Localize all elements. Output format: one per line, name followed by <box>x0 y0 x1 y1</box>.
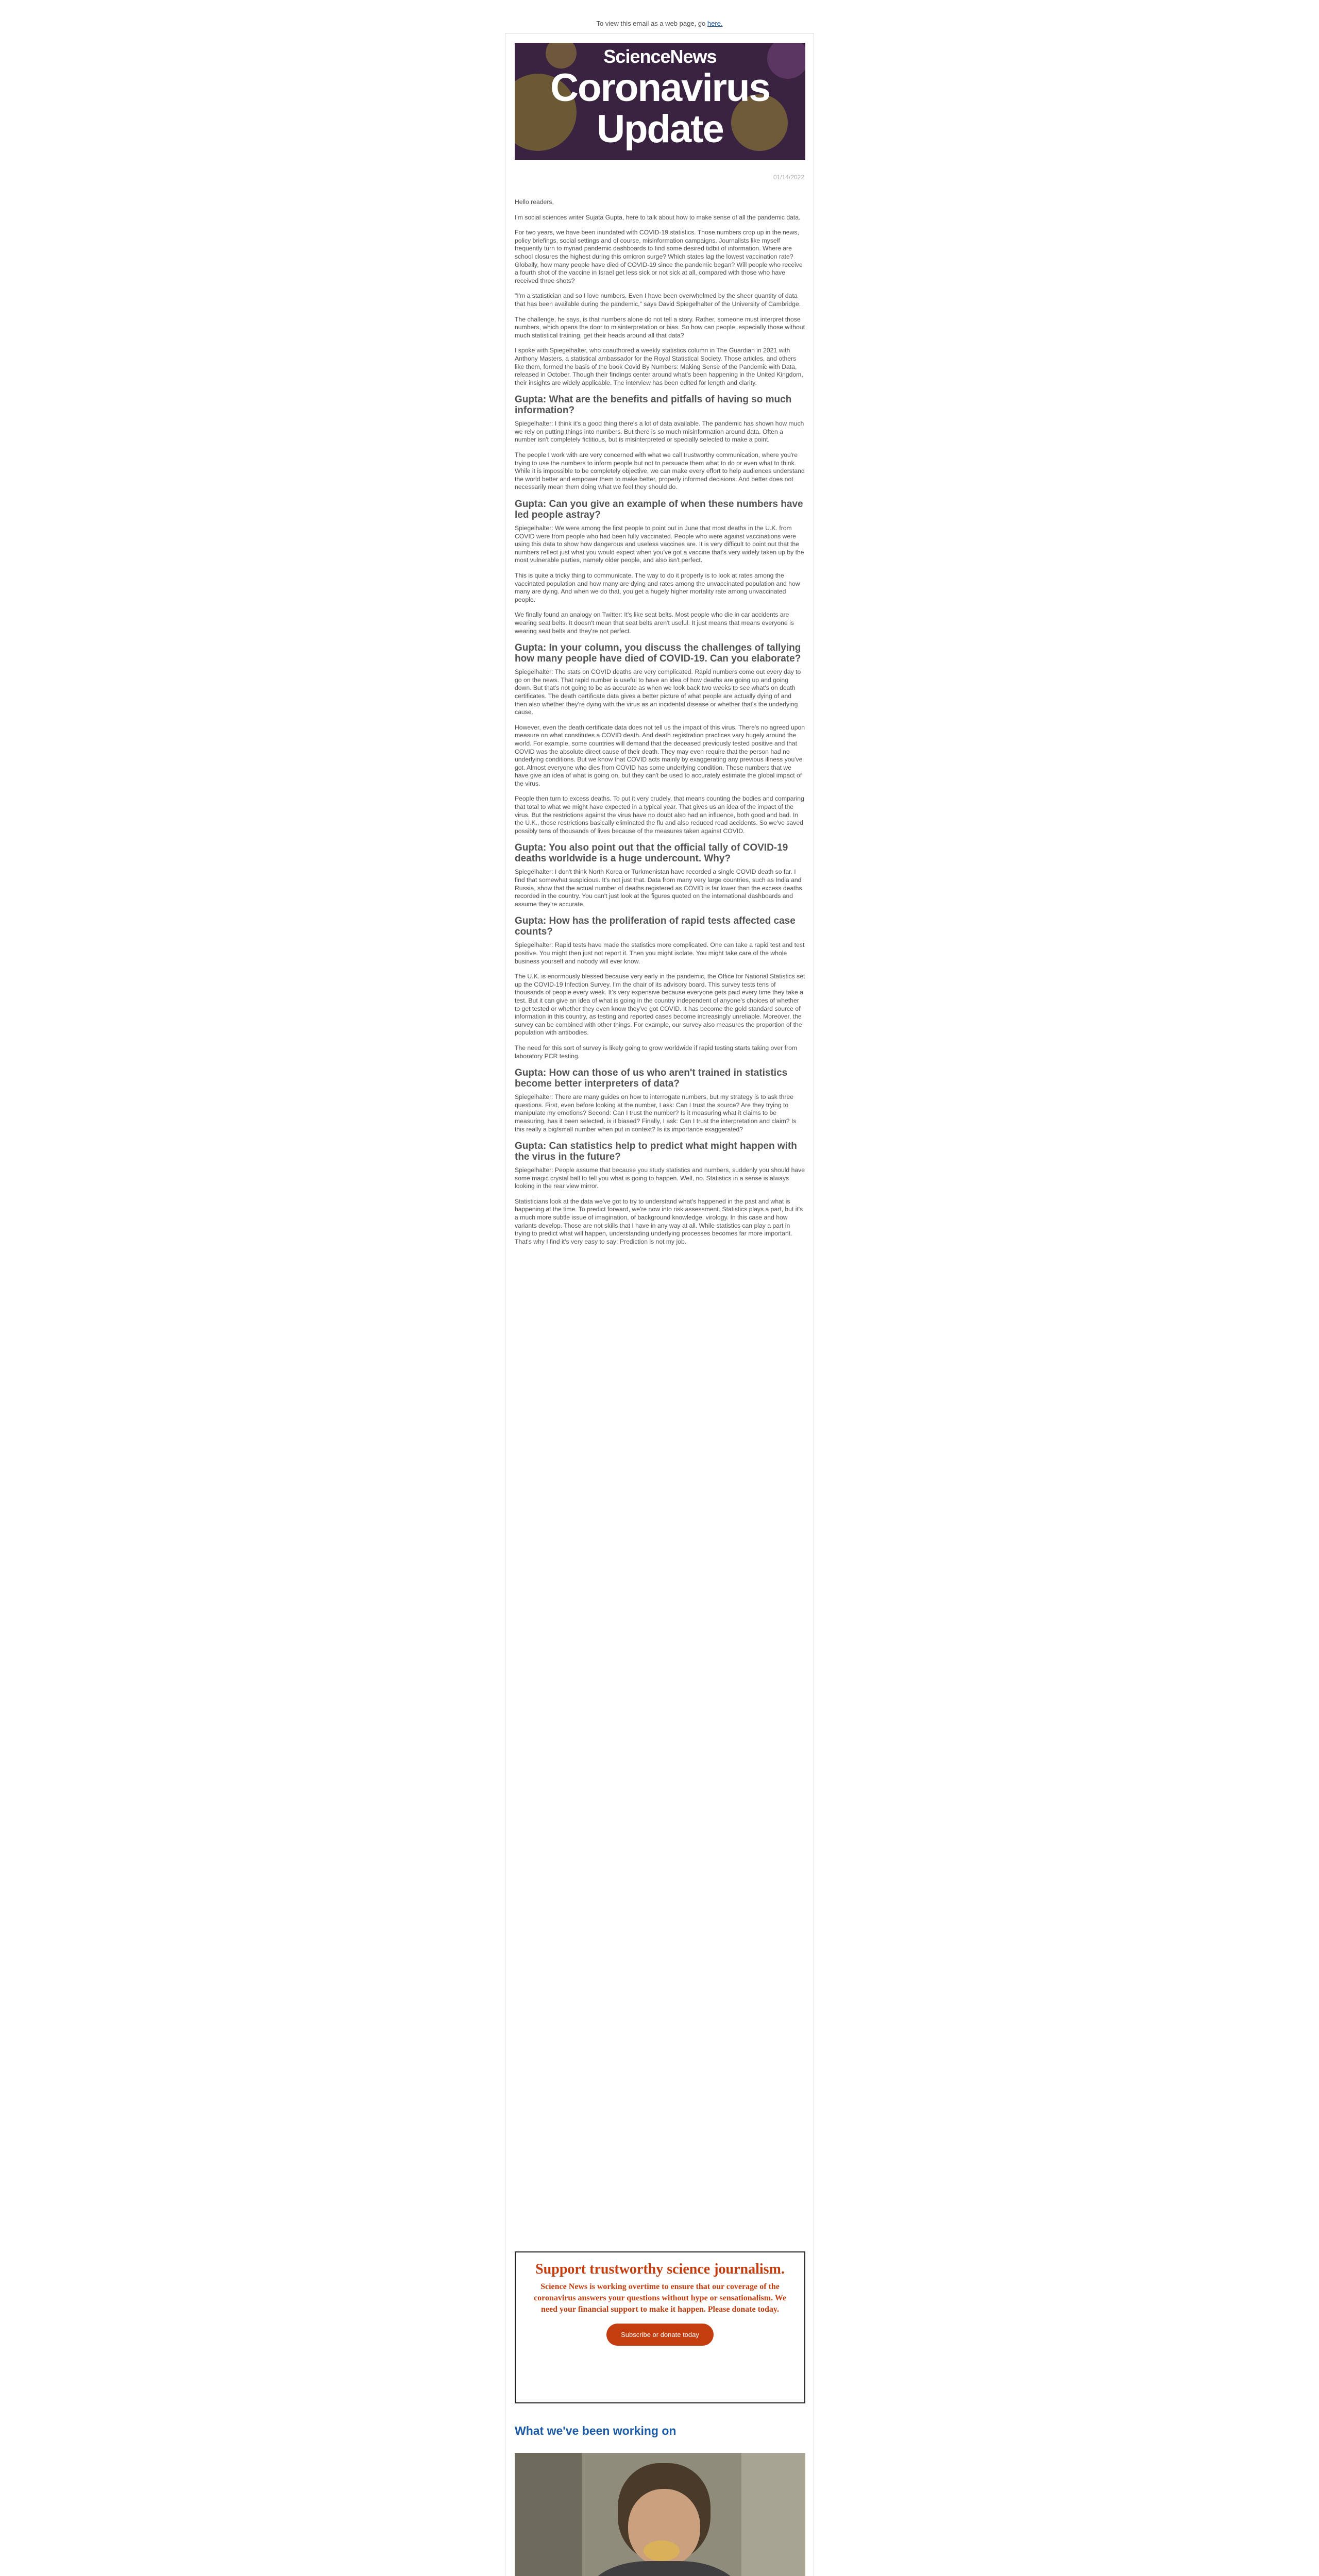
answer-paragraph: We finally found an analogy on Twitter: It's like seat belts. Most people who die in car accidents are wearing seat belts. It doesn't mean that seat belts aren't useful. It just means that means everyone is wearing seat belts and they're not perfect. <box>515 611 794 635</box>
article-body <box>515 198 805 1253</box>
question-heading: Gupta: Can you give an example of when these numbers have led people astray? <box>515 499 803 521</box>
support-box <box>515 2251 805 2403</box>
banner-title-line2: Update <box>597 107 723 151</box>
newsletter-card <box>505 33 814 2576</box>
intro-p4: The challenge, he says, is that numbers alone do not tell a story. Rather, someone must interpret those numbers, which opens the door to misinterpretation or bias. So how can people, especially those without much statistical training, get their heads around all that data? <box>515 315 805 339</box>
donate-button[interactable]: Subscribe or donate today <box>606 2324 714 2346</box>
support-text: Science News is working overtime to ensure that our coverage of the coronavirus answers your questions without hype or sensationalism. We need your financial support to make it happen. Please donate today. <box>534 2282 786 2314</box>
question-heading: Gupta: Can statistics help to predict what might happen with the virus in the future? <box>515 1141 797 1163</box>
header-banner <box>515 43 805 160</box>
answer-paragraph: This is quite a tricky thing to communicate. The way to do it properly is to look at rates among the vaccinated population and how many are dying and rates among the unvaccinated population and how many are dying. And when we do that, you get a hugely higher mortality rate among unvaccinated people. <box>515 572 800 603</box>
intro-p3: "I'm a statistician and so I love numbers. Even I have been overwhelmed by the sheer quantity of data that has been available during the pandemic," says David Spiegelhalter of the University of Cambridge. <box>515 292 801 308</box>
working-heading: What we've been working on <box>515 2424 677 2437</box>
question-heading: Gupta: In your column, you discuss the challenges of tallying how many people have died of COVID-19. Can you elaborate? <box>515 642 801 665</box>
support-heading: Support trustworthy science journalism. <box>535 2261 785 2277</box>
intro-p1: I'm social sciences writer Sujata Gupta, here to talk about how to make sense of all the pandemic data. <box>515 213 801 221</box>
answer-paragraph: Spiegelhalter: Rapid tests have made the statistics more complicated. One can take a rapid test and test positive. You might then just not report it. Then you might isolate. You might take care of the whole business yourself and nobody will ever know. <box>515 941 805 965</box>
answer-paragraph: People then turn to excess deaths. To put it very crudely, that means counting the bodies and comparing that total to what we might have expected in a typical year. That gives us an idea of the impact of the virus. But the restrictions against the virus have no doubt also had an influence, both good and bad. In the U.K., those restrictions basically eliminated the flu and also reduced road accidents. So we've saved possibly tens of thousands of lives because of the measures taken against COVID. <box>515 795 804 835</box>
answer-paragraph: Statisticians look at the data we've got to try to understand what's happened in the past and what is happening at the time. To predict forward, we're now into risk assessment. Statistics plays a part, but it's a much more subtle issue of imagination, of background knowledge, virology. In this case and how variants develop. Those are not skills that I have in any way at all. While statistics can play a part in trying to predict what will happen, understanding underlying processes becomes far more important. That's why I find it's very easy to say: Prediction is not my job. <box>515 1197 803 1245</box>
article-photo[interactable] <box>515 2453 805 2576</box>
brand-logo: ScienceNews <box>603 46 717 67</box>
view-web-link[interactable]: here. <box>707 20 723 27</box>
question-heading: Gupta: How can those of us who aren't trained in statistics become better interpreters of data? <box>515 1067 788 1090</box>
answer-paragraph: Spiegelhalter: The stats on COVID deaths are very complicated. Rapid numbers come out every day to go on the news. That rapid number is useful to have an idea of how deaths are going up and going down. But that's not going to be as accurate as when we look back two weeks to see what's on death certificates. The death certificate data gives a better picture of what people are actually dying of and then also whether they're dying with the virus as an incidental disease or whether that's the underlying cause. <box>515 668 801 716</box>
answer-paragraph: However, even the death certificate data does not tell us the impact of this virus. There's no agreed upon measure on what constitutes a COVID death. And death registration practices vary hugely around the world. For example, some countries will demand that the deceased previously tested positive and that COVID was the absolute direct cause of their death. They may even require that the person had no underlying conditions. But we know that COVID acts mainly by exaggerating any previous illness you've got. Almost everyone who dies from COVID has some underlying condition. These numbers that we have give an idea of what is going on, but they can't be used to accurately estimate the global impact of the virus. <box>515 723 805 787</box>
intro-p5: I spoke with Spiegelhalter, who coauthored a weekly statistics column in The Guardian in 2021 with Anthony Masters, a statistical ambassador for the Royal Statistical Society. Those articles, and others like them, formed the basis of the book Covid By Numbers: Making Sense of the Pandemic with Data, released in October. Though their findings center around what's been happening in the United Kingdom, their insights are widely applicable. The interview has been edited for length and clarity. <box>515 347 803 386</box>
answer-paragraph: Spiegelhalter: People assume that because you study statistics and numbers, suddenly you should have some magic crystal ball to tell you what is going to happen. Well, no. Statistics in a sense is always looking in the rear view mirror. <box>515 1166 805 1190</box>
greeting: Hello readers, <box>515 198 554 206</box>
question-heading: Gupta: You also point out that the official tally of COVID-19 deaths worldwide is a huge undercount. Why? <box>515 842 788 865</box>
intro-p2: For two years, we have been inundated with COVID-19 statistics. Those numbers crop up in the news, policy briefings, social settings and of course, misinformation campaigns. Journalists like myself frequently turn to myriad pandemic dashboards to find some desired tidbit of information. Where are school closures the highest during this omicron surge? Which states lag the lowest vaccination rate? Globally, how many people have died of COVID-19 since the pandemic began? Will people who receive a fourth shot of the vaccine in Israel get less sick or not sick at all, compared with those who have received three shots? <box>515 229 803 284</box>
answer-paragraph: Spiegelhalter: There are many guides on how to interrogate numbers, but my strategy is to ask three questions. First, even before looking at the number, I ask: Can I trust the source? Are they trying to manipulate my emotions? Second: Can I trust the number? Is it measuring what it claims to be measuring, has it been selected, is it biased? Finally, I ask: Can I trust the interpretation and claim? Is this really a big/small number when put in context? Is its importance exaggerated? <box>515 1093 797 1133</box>
answer-paragraph: The U.K. is enormously blessed because very early in the pandemic, the Office for National Statistics set up the COVID-19 Infection Survey. I'm the chair of its advisory board. This survey tests tens of thousands of people every week. It's very expensive because everyone gets paid every time they take a test. But it can give an idea of what is going in the country independent of anyone's choices of whether to get tested or whether they even know they've got COVID. It has become the gold standard source of information in this country, as testing and reported cases become increasingly unreliable. Moreover, the survey can be combined with other things. For example, our survey also measures the proportion of the population with antibodies. <box>515 973 805 1037</box>
question-heading: Gupta: What are the benefits and pitfalls of having so much information? <box>515 394 792 416</box>
answer-paragraph: The people I work with are very concerned with what we call trustworthy communication, where you're trying to use the numbers to inform people but not to persuade them what to do or even what to think. While it is impossible to be completely objective, we can make every effort to help audiences understand the world better and empower them to make better, properly informed decisions. And better does not necessarily mean them doing what we feel they should do. <box>515 451 805 491</box>
issue-date: 01/14/2022 <box>773 174 804 181</box>
view-web-note: To view this email as a web page, go here. <box>596 20 723 27</box>
question-heading: Gupta: How has the proliferation of rapid tests affected case counts? <box>515 916 796 938</box>
answer-paragraph: Spiegelhalter: I think it's a good thing there's a lot of data available. The pandemic has shown how much we rely on putting things into numbers. But there is so much misinformation around data. Often a number isn't completely fictitious, but is misinterpreted or specially selected to make a point. <box>515 420 804 444</box>
answer-paragraph: Spiegelhalter: We were among the first people to point out in June that most deaths in the U.K. from COVID were from people who had been fully vaccinated. People who were against vaccinations were using this data to show how dangerous and useless vaccines are. It is very difficult to point out that the numbers reflect just what you would expect when you've got a vaccine that's very widely taken up by the most vulnerable parties, namely older people, and also isn't perfect. <box>515 524 804 564</box>
banner-title-line1: Coronavirus <box>550 66 770 110</box>
answer-paragraph: Spiegelhalter: I don't think North Korea or Turkmenistan have recorded a single COVID death so far. I find that somewhat suspicious. It's not just that. Data from many very large countries, such as India and Russia, show that the actual number of deaths registered as COVID is far lower than the excess deaths recorded in the country. You can't just look at the figures quoted on the international dashboards and assume they're accurate. <box>515 868 802 908</box>
answer-paragraph: The need for this sort of survey is likely going to grow worldwide if rapid testing starts taking over from laboratory PCR testing. <box>515 1044 797 1060</box>
